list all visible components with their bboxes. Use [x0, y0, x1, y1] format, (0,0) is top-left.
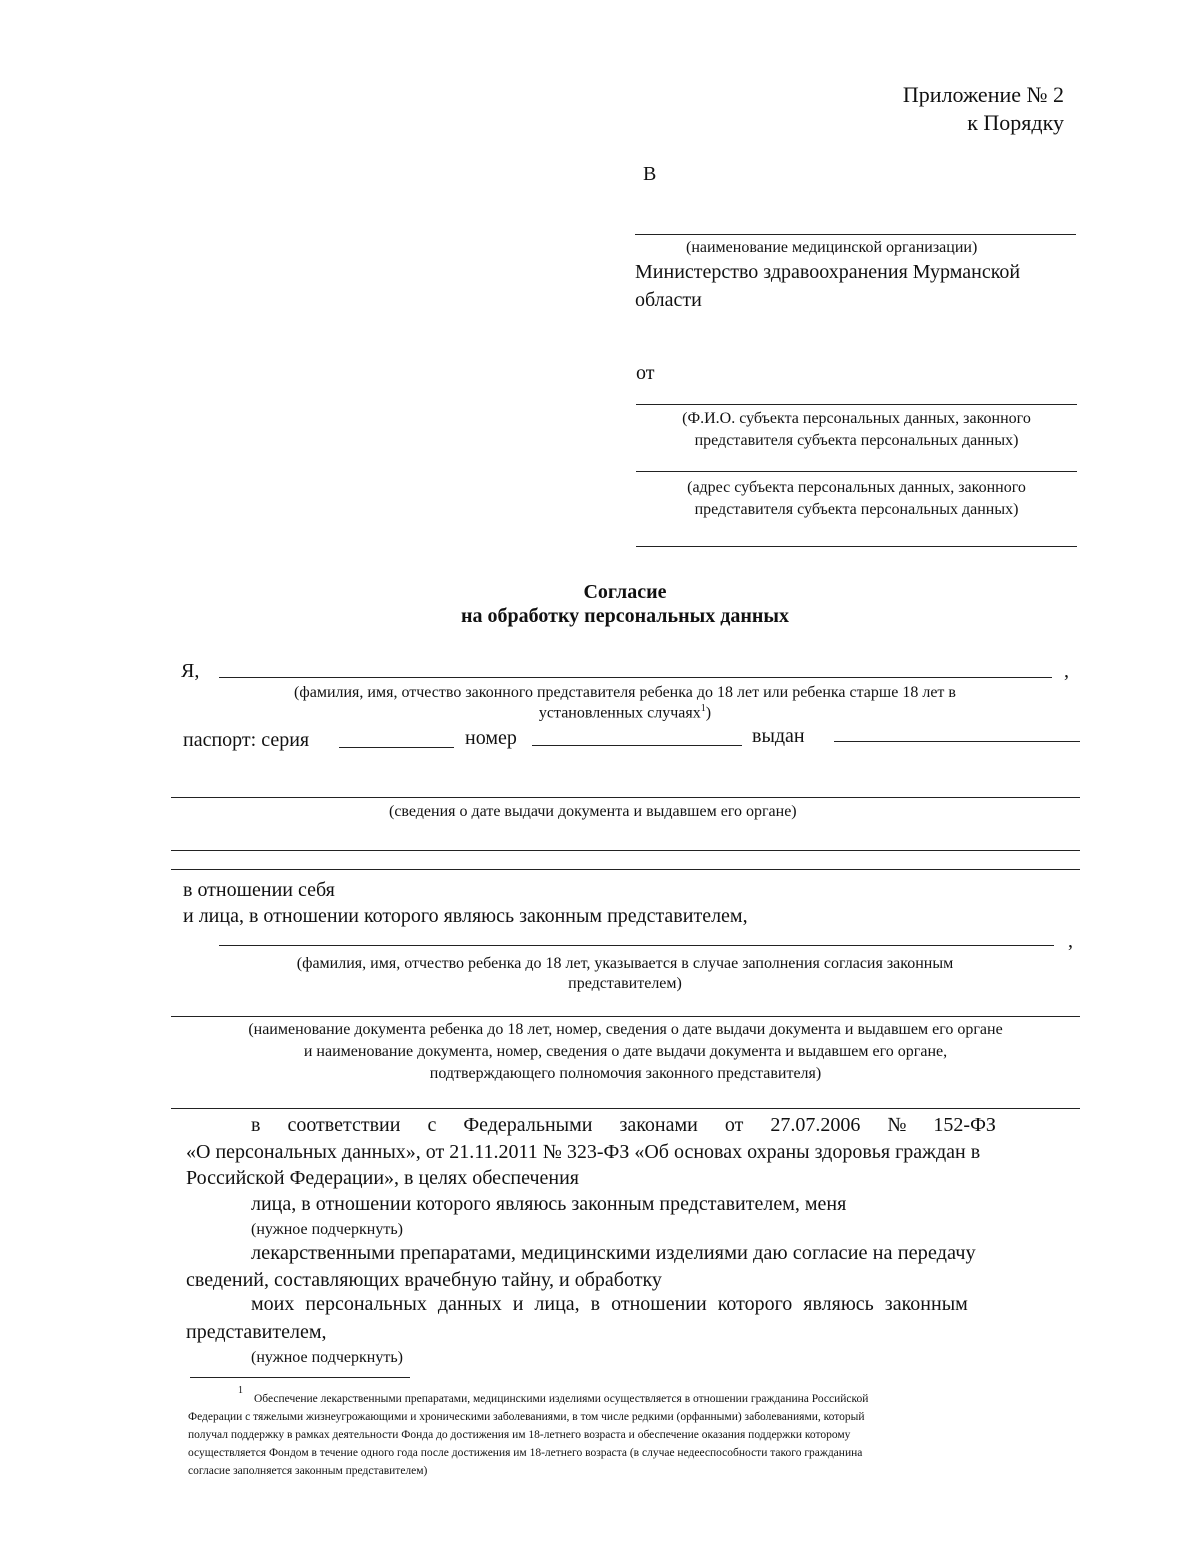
issue-details-line-3[interactable] [171, 869, 1080, 870]
doc-caption-line-1: (наименование документа ребенка до 18 лет, номер, сведения о дате выдачи документа и выдавшем его органе [248, 1021, 1003, 1038]
child-document-line[interactable] [171, 1016, 1080, 1017]
issued-field[interactable] [834, 741, 1080, 742]
footnote-number: 1 [238, 1385, 243, 1396]
underline-note-2: (нужное подчеркнуть) [251, 1349, 403, 1366]
fio-caption-line-2: представителя субъекта персональных данных) [694, 432, 1019, 449]
document-subtitle: на обработку персональных данных [461, 605, 789, 627]
and-person-text: и лица, в отношении которого являюсь законным представителем, [183, 905, 748, 927]
doc-caption-line-3: подтверждающего полномочия законного представителя) [429, 1065, 822, 1082]
i-label: Я, [181, 660, 200, 682]
body-paragraph-1-line-2: «О персональных данных», от 21.11.2011 № 323-ФЗ «Об основах охраны здоровья граждан в [186, 1141, 981, 1163]
child-name-comma: , [1068, 930, 1073, 952]
footnote-line-1: Обеспечение лекарственными препаратами, медицинскими изделиями осуществляется в отношении гражданина Российской [254, 1393, 869, 1405]
passport-series-field[interactable] [339, 747, 454, 748]
name-caption-line-2: установленных случаях$^1$) [538, 703, 712, 722]
issue-details-line-2[interactable] [171, 850, 1080, 851]
footnote-line-5: согласие заполняется законным представителем) [188, 1465, 428, 1477]
regarding-self-text: в отношении себя [183, 879, 335, 901]
fio-caption-line-1: (Ф.И.О. субъекта персональных данных, законного [682, 410, 1031, 427]
representative-name-line[interactable] [219, 677, 1052, 678]
body-paragraph-1-line-1: в соответствии с Федеральными законами от 27.07.2006 № 152-ФЗ [251, 1114, 996, 1136]
child-document-line-2[interactable] [171, 1108, 1080, 1109]
issue-details-line[interactable] [171, 797, 1080, 798]
address-line[interactable] [636, 471, 1077, 472]
ministry-line-1: Министерство здравоохранения Мурманской [635, 261, 1021, 283]
footnote-line-4: осуществляется Фондом в течение одного года после достижения им 18-летнего возраста (в случае недееспособности такого гражданина [188, 1447, 863, 1459]
address-caption-line-2: представителя субъекта персональных данных) [694, 501, 1019, 518]
passport-number-label: номер [465, 727, 517, 749]
org-name-caption: (наименование медицинской организации) [686, 239, 978, 256]
body-paragraph-3-line-2: сведений, составляющих врачебную тайну, и обработку [186, 1269, 662, 1291]
passport-number-field[interactable] [532, 745, 742, 746]
org-name-line[interactable] [635, 234, 1076, 235]
body-paragraph-1-line-3: Российской Федерации», в целях обеспечения [186, 1167, 580, 1189]
address-line-2[interactable] [636, 546, 1077, 547]
underline-note-1: (нужное подчеркнуть) [251, 1221, 403, 1238]
fio-line[interactable] [636, 404, 1077, 405]
appendix-number: Приложение № 2 [902, 82, 1064, 107]
body-paragraph-3-line-1: лекарственными препаратами, медицинскими изделиями даю согласие на передачу [251, 1242, 976, 1264]
issued-label: выдан [752, 725, 805, 747]
passport-series-label: паспорт: серия [183, 729, 310, 751]
address-caption-line-1: (адрес субъекта персональных данных, законного [687, 479, 1026, 496]
footnote-ref: 1 [700, 703, 706, 714]
body-paragraph-4-line-2: представителем, [186, 1321, 327, 1343]
ministry-line-2: области [635, 289, 702, 311]
issue-details-caption: (сведения о дате выдачи документа и выдавшем его органе) [389, 803, 797, 820]
footnote-line-2: Федерации с тяжелыми жизнеугрожающими и хроническими заболеваниями, в том числе редкими (орфанными) заболеваниями, который [188, 1411, 865, 1423]
footnote-line-3: получал поддержку в рамках деятельности Фонда до достижения им 18-летнего возраста и обеспечение оказания поддержки которому [188, 1429, 851, 1441]
footnote-separator [190, 1377, 410, 1378]
child-caption-line-1: (фамилия, имя, отчество ребенка до 18 лет, указывается в случае заполнения согласия законным [296, 955, 954, 972]
child-caption-line-2: представителем) [568, 975, 682, 992]
from-label: от [636, 362, 655, 384]
appendix-order: к Порядку [967, 110, 1064, 135]
document-title: Согласие [583, 581, 667, 603]
body-paragraph-4-line-1: моих персональных данных и лица, в отношении которого являюсь законным [251, 1293, 968, 1315]
name-comma: , [1064, 660, 1069, 682]
doc-caption-line-2: и наименование документа, номер, сведения о дате выдачи документа и выдавшем его органе, [303, 1043, 948, 1060]
child-name-line[interactable] [219, 945, 1054, 946]
name-caption-line-1: (фамилия, имя, отчество законного представителя ребенка до 18 лет или ребенка старше 18 лет в [294, 684, 956, 701]
addressee-to-label: В [643, 163, 657, 185]
body-paragraph-2: лица, в отношении которого являюсь законным представителем, меня [251, 1193, 847, 1215]
